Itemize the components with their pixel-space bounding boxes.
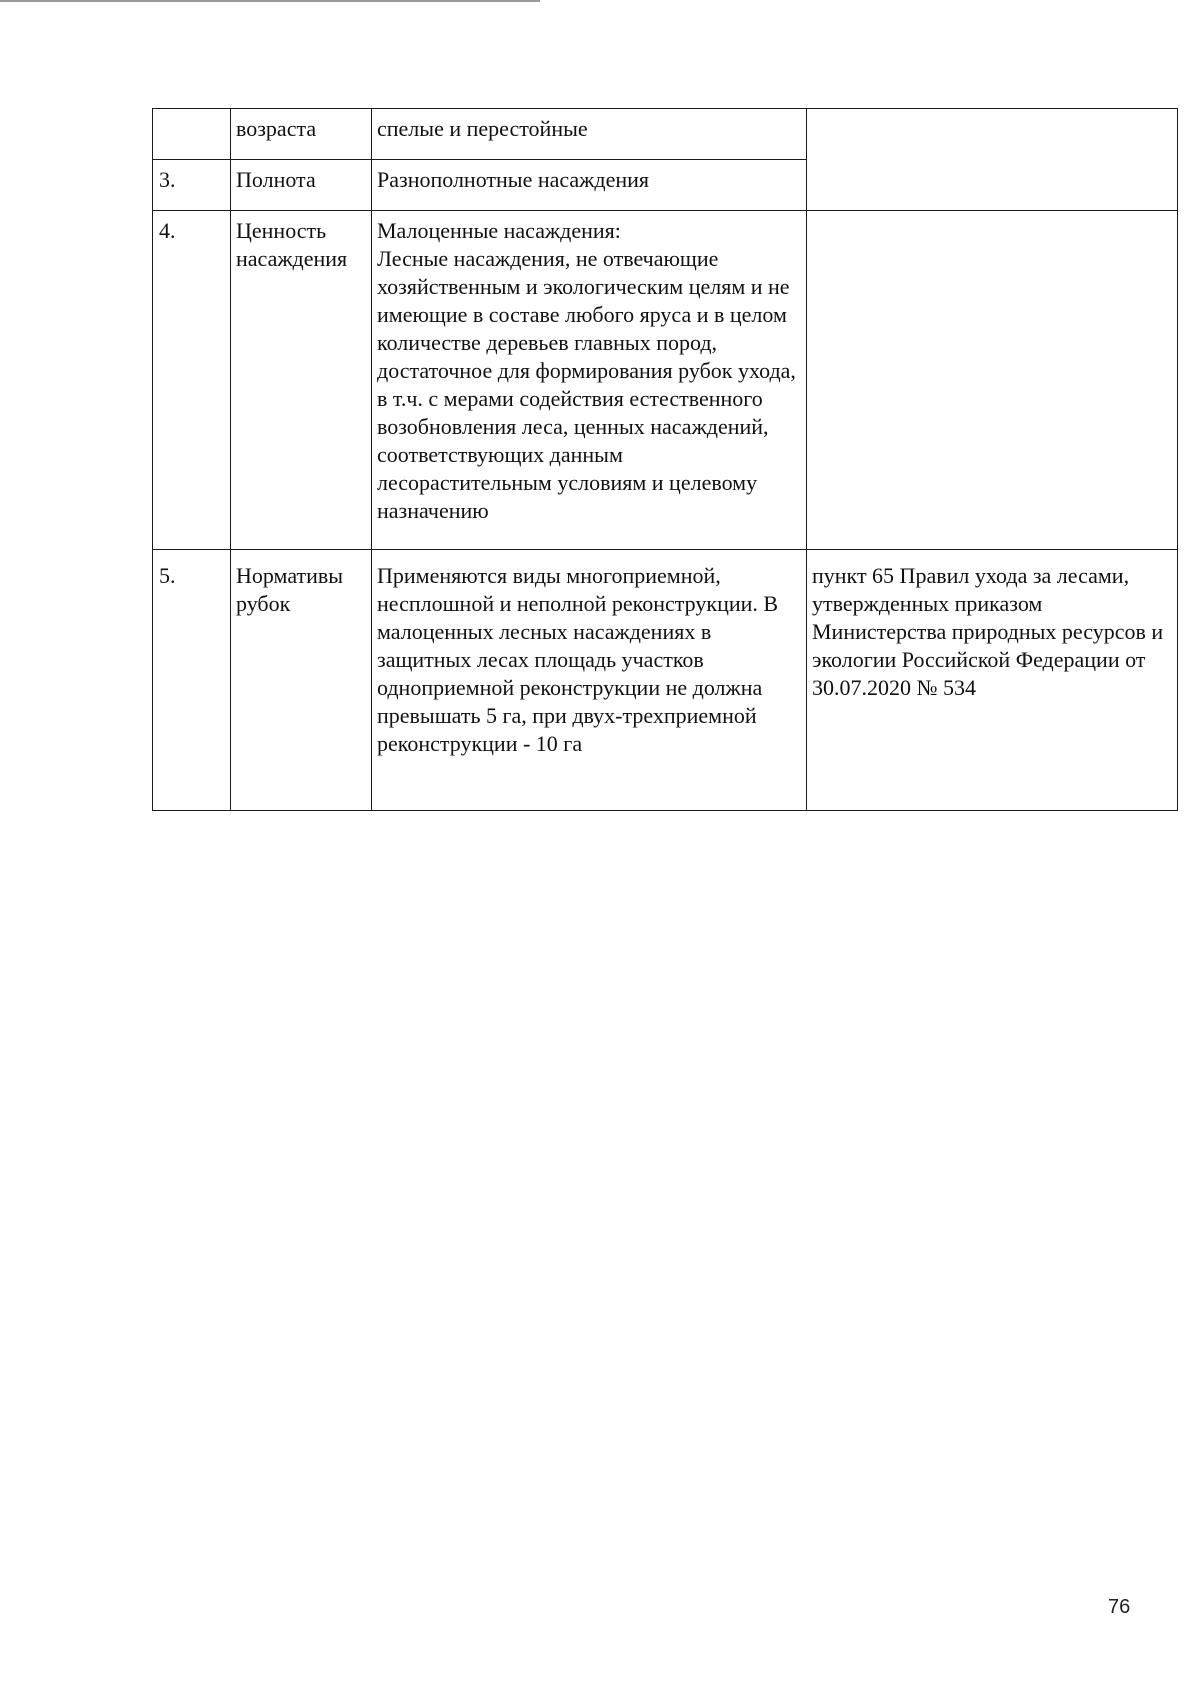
scan-edge-rule (0, 0, 540, 2)
parameter-description-cell: Разнополнотные насаждения (372, 160, 807, 211)
description-body: Лесные насаждения, не отвечающие хозяйственным и экологическим целям и не имеющие в составе любого яруса и в целом количестве деревьев главных пород, достаточное для формирования рубок ухода, в т.ч. с мерами содействия естественного возобновления леса, ценных насаждений, соответствующих данным лесорастительным условиям и целевому назначению (377, 246, 796, 523)
table-row (153, 550, 1178, 811)
legal-reference-cell (807, 211, 1178, 550)
parameter-name-cell: возраста (231, 109, 372, 160)
legal-reference-cell (807, 109, 1178, 211)
parameter-description-cell: Применяются виды многоприемной, несплошной и неполной реконструкции. В малоценных лесных насаждениях в защитных лесах площадь участков одноприемной реконструкции не должна превышать 5 га, при двух-трехприемной реконструкции - 10 га (372, 550, 807, 811)
row-number-cell: 5. (153, 550, 231, 811)
forest-regulations-table (152, 108, 1178, 811)
row-number-cell (153, 109, 231, 160)
description-heading: Малоценные насаждения: (377, 218, 621, 243)
row-number-cell: 3. (153, 160, 231, 211)
legal-reference-cell: пункт 65 Правил ухода за лесами, утвержденных приказом Министерства природных ресурсов и экологии Российской Федерации от 30.07.2020 № 534 (807, 550, 1178, 811)
parameter-name-cell: Ценность насаждения (231, 211, 372, 550)
parameter-description-cell: спелые и перестойные (372, 109, 807, 160)
table-row (153, 211, 1178, 550)
table-row (153, 109, 1178, 160)
parameter-name-cell: Нормативы рубок (231, 550, 372, 811)
row-number-cell: 4. (153, 211, 231, 550)
page-number: 76 (1108, 1596, 1131, 1618)
parameter-description-cell (372, 211, 807, 550)
parameter-name-cell: Полнота (231, 160, 372, 211)
